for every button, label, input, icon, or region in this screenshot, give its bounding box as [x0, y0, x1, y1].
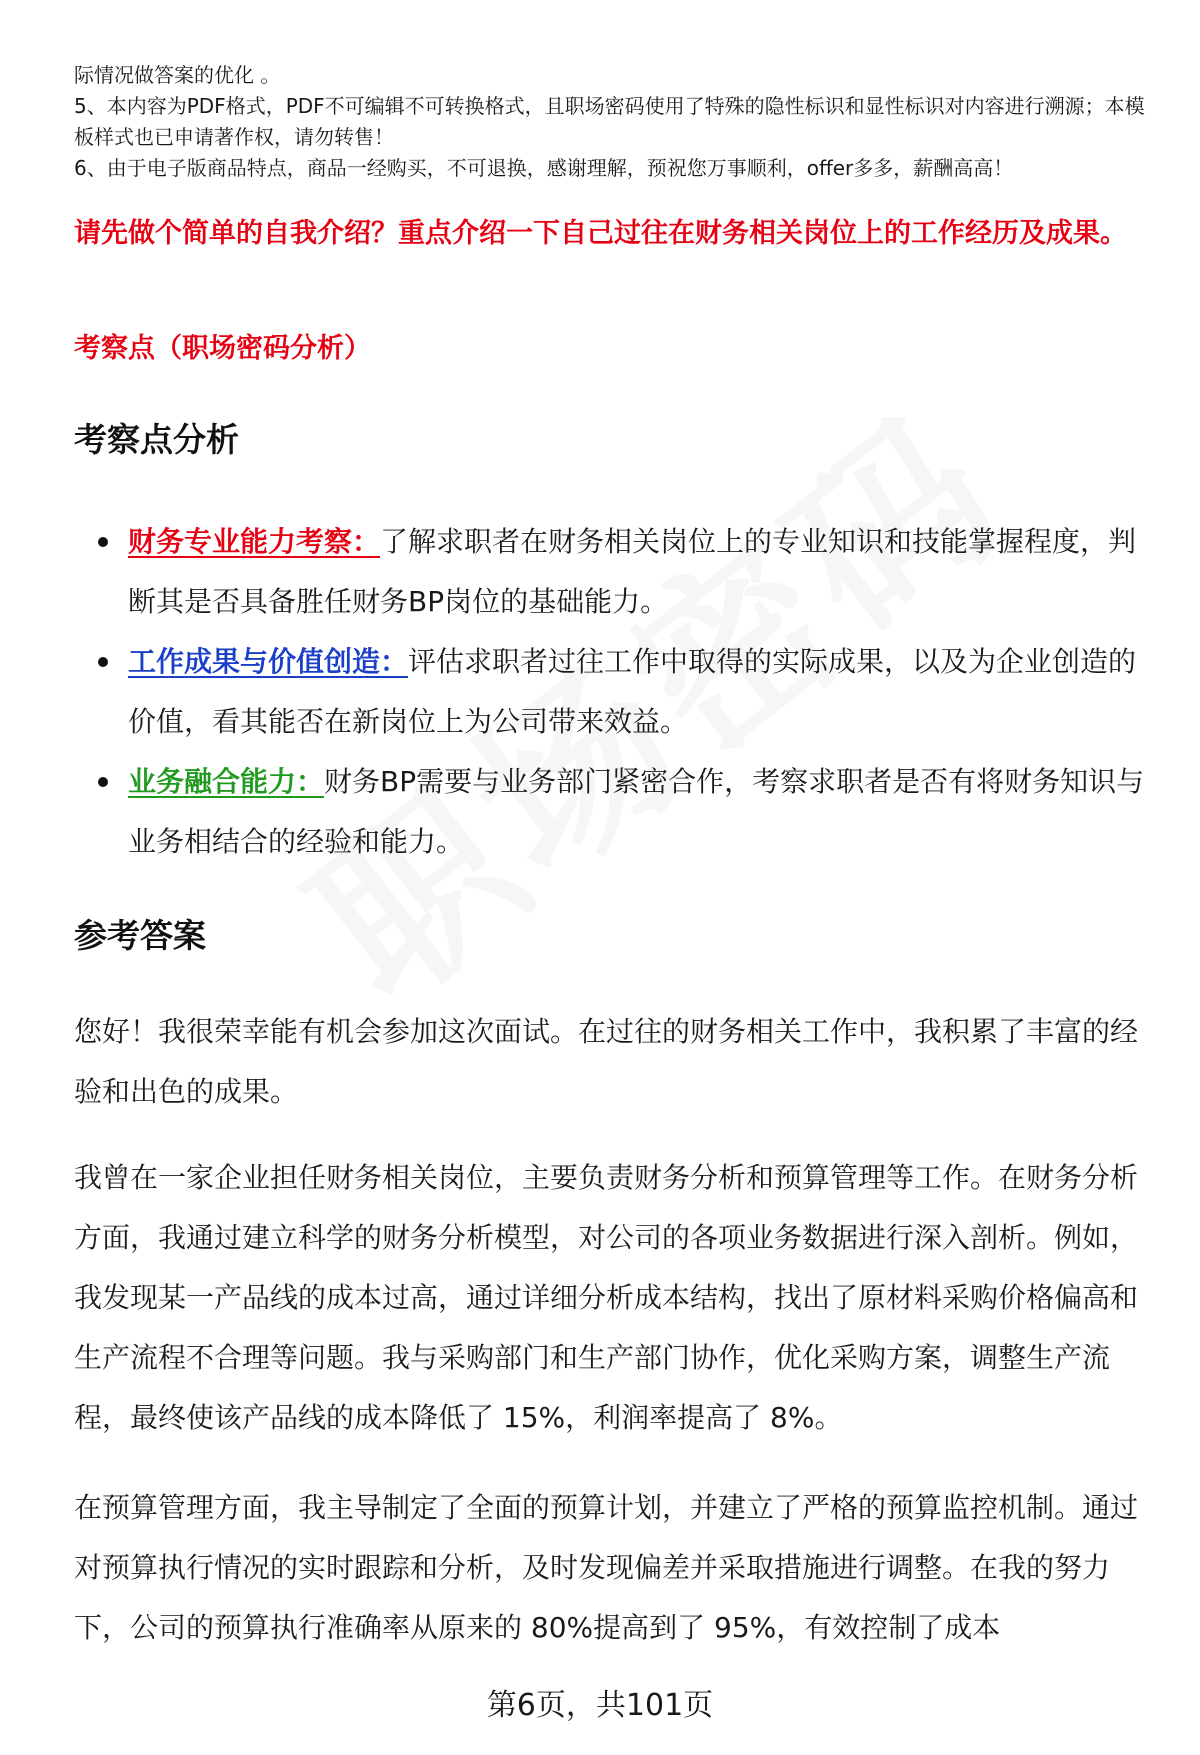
answer-paragraph: 在预算管理方面，我主导制定了全面的预算计划，并建立了严格的预算监控机制。通过对预算执行情况的实时跟踪和分析，及时发现偏差并采取措施进行调整。在我的努力下，公司的预算执行准确率从原来的 80%提高到了 95%，有效控制了成本: [74, 1491, 1139, 1644]
bullet-dot-icon: [98, 537, 108, 547]
point-keyword: 财务专业能力考察：: [128, 525, 381, 558]
bullet-dot-icon: [98, 777, 108, 787]
analysis-point: [74, 512, 1154, 632]
analysis-point: [74, 632, 1154, 752]
answer-heading: 参考答案: [74, 916, 206, 955]
point-keyword: 业务融合能力：: [128, 765, 325, 798]
point-text: 财务BP需要与业务部门紧密合作，考察求职者是否有将财务知识与业务相结合的经验和能力。: [128, 765, 1145, 858]
answer-paragraph: 您好！我很荣幸能有机会参加这次面试。在过往的财务相关工作中，我积累了丰富的经验和出色的成果。: [74, 1015, 1139, 1108]
point-text: 评估求职者过往工作中取得的实际成果，以及为企业创造的价值，看其能否在新岗位上为公司带来效益。: [128, 645, 1137, 738]
interview-question: 请先做个简单的自我介绍？重点介绍一下自己过往在财务相关岗位上的工作经历及成果。: [74, 218, 1127, 249]
note-line: 际情况做答案的优化 。: [74, 63, 281, 87]
point-text: 了解求职者在财务相关岗位上的专业知识和技能掌握程度，判断其是否具备胜任财务BP岗位的基础能力。: [128, 525, 1137, 618]
point-keyword: 工作成果与价值创造：: [128, 645, 409, 678]
note-line: 6、由于电子版商品特点，商品一经购买，不可退换，感谢理解，预祝您万事顺利，offer多多，薪酬高高！: [74, 156, 1014, 180]
analysis-heading: 考察点分析: [74, 420, 239, 459]
bullet-dot-icon: [98, 657, 108, 667]
page-number: 第6页，共101页: [486, 1688, 714, 1723]
note-line: 5、本内容为PDF格式，PDF不可编辑不可转换格式，且职场密码使用了特殊的隐性标识和显性标识对内容进行溯源；本模板样式也已申请著作权，请勿转售！: [74, 94, 1145, 149]
analysis-points: [74, 512, 1154, 872]
kaocha-label: 考察点（职场密码分析）: [74, 333, 371, 364]
notes-block: [74, 60, 1154, 184]
analysis-point: [74, 752, 1154, 872]
answer-paragraph: 我曾在一家企业担任财务相关岗位，主要负责财务分析和预算管理等工作。在财务分析方面，我通过建立科学的财务分析模型，对公司的各项业务数据进行深入剖析。例如，我发现某一产品线的成本过高，通过详细分析成本结构，找出了原材料采购价格偏高和生产流程不合理等问题。我与采购部门和生产部门协作，优化采购方案，调整生产流程，最终使该产品线的成本降低了 15%，利润率提高了 8%。: [74, 1161, 1139, 1434]
